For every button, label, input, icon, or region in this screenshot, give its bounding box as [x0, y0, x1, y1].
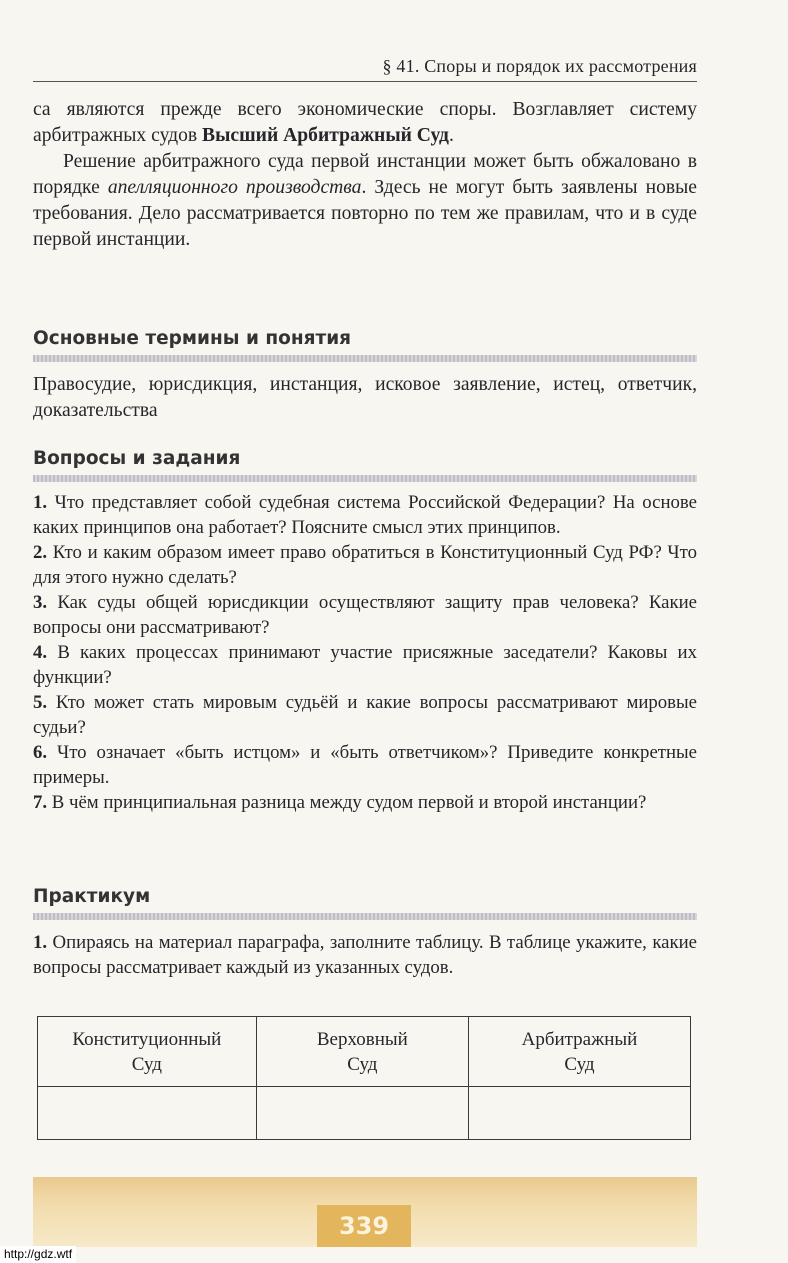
intro-paragraph-2: Решение арбитражного суда первой инстанции может быть обжаловано в порядке апелляционного производства. Здесь не могут быть заявлены новые требования. Дело рассматривается повторно по тем же правилам, что и в суде первой инстанции. — [33, 151, 698, 250]
questions-heading: Вопросы и задания — [33, 448, 241, 469]
question-item: 3. Как суды общей юрисдикции осуществляют защиту прав человека? Какие вопросы они рассматривают? — [33, 592, 697, 638]
appeal-term: апелляционного производства — [107, 177, 362, 198]
table-empty-cell — [468, 1087, 690, 1140]
table-header-row — [38, 1017, 691, 1087]
question-item: 5. Кто может стать мировым судьёй и какие вопросы рассматривают мировые судьи? — [33, 692, 698, 738]
question-item: 4. В каких процессах принимают участие присяжные заседатели? Каковы их функции? — [33, 642, 697, 688]
page-number: 339 — [338, 1212, 390, 1240]
table-empty-cell — [256, 1087, 468, 1140]
page-number-box — [317, 1205, 411, 1247]
table-row — [38, 1087, 691, 1140]
terms-text: Правосудие, юрисдикция, инстанция, исковое заявление, истец, ответчик, доказательства — [33, 374, 697, 421]
practicum-heading: Практикум — [33, 886, 151, 907]
practicum-rule — [33, 913, 697, 920]
table-header-cell: Верховный Суд — [256, 1017, 468, 1087]
courts-table — [37, 1016, 691, 1140]
intro-paragraph-1: са являются прежде всего экономические споры. Возглавляет систему арбитражных судов Высший Арбитражный Суд. — [33, 99, 697, 146]
table-empty-cell — [38, 1087, 257, 1140]
questions-rule — [33, 475, 697, 482]
question-item: 2. Кто и каким образом имеет право обратиться в Конституционный Суд РФ? Что для этого нужно сделать? — [33, 542, 697, 588]
running-title: § 41. Споры и порядок их рассмотрения — [33, 56, 697, 82]
watermark-text: http://gdz.wtf — [0, 1246, 76, 1263]
practicum-task: 1. Опираясь на материал параграфа, заполните таблицу. В таблице укажите, какие вопросы рассматривает каждый из указанных судов. — [33, 932, 698, 978]
question-item: 6. Что означает «быть истцом» и «быть ответчиком»? Приведите конкретные примеры. — [33, 742, 697, 788]
terms-heading: Основные термины и понятия — [33, 328, 352, 349]
question-item: 7. В чём принципиальная разница между судом первой и второй инстанции? — [33, 792, 647, 813]
supreme-arbitration-court-term: Высший Арбитражный Суд — [202, 125, 449, 146]
table-header-cell: Арбитражный Суд — [468, 1017, 690, 1087]
questions-list — [33, 490, 697, 815]
question-item: 1. Что представляет собой судебная система Российской Федерации? На основе каких принципов она работает? Поясните смысл этих принципов. — [33, 492, 697, 538]
intro-text — [33, 97, 697, 253]
terms-rule — [33, 355, 697, 362]
table-header-cell: Конституционный Суд — [38, 1017, 257, 1087]
